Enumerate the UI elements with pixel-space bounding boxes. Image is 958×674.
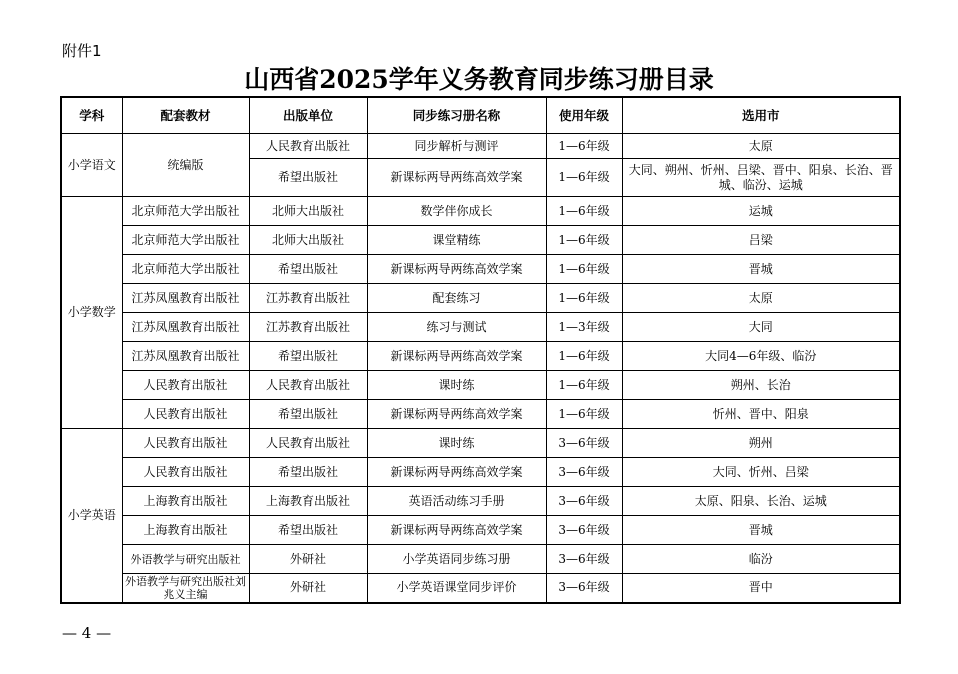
publisher-cell: 人民教育出版社 (249, 371, 367, 400)
grade-cell: 1—6年级 (546, 226, 622, 255)
cities-cell: 吕梁 (622, 226, 900, 255)
cities-cell: 大同、忻州、吕梁 (622, 458, 900, 487)
table-row (61, 255, 900, 284)
publisher-cell: 希望出版社 (249, 400, 367, 429)
grade-cell: 1—6年级 (546, 342, 622, 371)
grade-cell: 1—6年级 (546, 255, 622, 284)
book-cell: 英语活动练习手册 (367, 487, 546, 516)
publisher-cell: 外研社 (249, 545, 367, 574)
textbook-cell: 上海教育出版社 (122, 487, 249, 516)
book-cell: 小学英语同步练习册 (367, 545, 546, 574)
textbook-cell: 北京师范大学出版社 (122, 226, 249, 255)
textbook-cell: 人民教育出版社 (122, 371, 249, 400)
cities-cell: 朔州 (622, 429, 900, 458)
table-row (61, 313, 900, 342)
textbook-cell: 人民教育出版社 (122, 400, 249, 429)
subject-cell: 小学数学 (61, 197, 122, 429)
book-cell: 练习与测试 (367, 313, 546, 342)
book-cell: 课堂精练 (367, 226, 546, 255)
grade-cell: 3—6年级 (546, 545, 622, 574)
grade-cell: 3—6年级 (546, 458, 622, 487)
subject-cell: 小学语文 (61, 134, 122, 197)
table-row (61, 197, 900, 226)
table-row (61, 458, 900, 487)
table-row (61, 545, 900, 574)
header-grade: 使用年级 (546, 97, 622, 134)
publisher-cell: 人民教育出版社 (249, 134, 367, 159)
cities-cell: 大同4—6年级、临汾 (622, 342, 900, 371)
textbook-cell: 人民教育出版社 (122, 458, 249, 487)
cities-cell: 晋城 (622, 516, 900, 545)
cities-cell: 忻州、晋中、阳泉 (622, 400, 900, 429)
book-cell: 新课标两导两练高效学案 (367, 159, 546, 197)
cities-cell: 太原、阳泉、长治、运城 (622, 487, 900, 516)
cities-cell: 运城 (622, 197, 900, 226)
publisher-cell: 北师大出版社 (249, 197, 367, 226)
publisher-cell: 人民教育出版社 (249, 429, 367, 458)
publisher-cell: 希望出版社 (249, 342, 367, 371)
header-subject: 学科 (61, 97, 122, 134)
publisher-cell: 江苏教育出版社 (249, 313, 367, 342)
grade-cell: 1—6年级 (546, 159, 622, 197)
header-book: 同步练习册名称 (367, 97, 546, 134)
book-cell: 同步解析与测评 (367, 134, 546, 159)
table-row (61, 400, 900, 429)
textbook-cell: 江苏凤凰教育出版社 (122, 313, 249, 342)
table-row (61, 574, 900, 603)
grade-cell: 3—6年级 (546, 429, 622, 458)
grade-cell: 3—6年级 (546, 487, 622, 516)
cities-cell: 大同 (622, 313, 900, 342)
grade-cell: 1—3年级 (546, 313, 622, 342)
header-publisher: 出版单位 (249, 97, 367, 134)
textbook-cell: 江苏凤凰教育出版社 (122, 284, 249, 313)
attachment-label: 附件1 (62, 42, 102, 60)
grade-cell: 1—6年级 (546, 284, 622, 313)
grade-cell: 1—6年级 (546, 197, 622, 226)
book-cell: 课时练 (367, 429, 546, 458)
textbook-cell: 北京师范大学出版社 (122, 255, 249, 284)
book-cell: 新课标两导两练高效学案 (367, 400, 546, 429)
page-title: 山西省2025学年义务教育同步练习册目录 (244, 65, 714, 94)
table-row (61, 429, 900, 458)
textbook-cell: 人民教育出版社 (122, 429, 249, 458)
textbook-cell: 北京师范大学出版社 (122, 197, 249, 226)
grade-cell: 3—6年级 (546, 574, 622, 603)
grade-cell: 1—6年级 (546, 134, 622, 159)
header-cities: 选用市 (622, 97, 900, 134)
publisher-cell: 外研社 (249, 574, 367, 603)
textbook-cell: 统编版 (122, 134, 249, 197)
textbook-cell: 江苏凤凰教育出版社 (122, 342, 249, 371)
publisher-cell: 希望出版社 (249, 255, 367, 284)
publisher-cell: 希望出版社 (249, 159, 367, 197)
header-textbook: 配套教材 (122, 97, 249, 134)
textbook-cell: 上海教育出版社 (122, 516, 249, 545)
table-row (61, 226, 900, 255)
book-cell: 新课标两导两练高效学案 (367, 255, 546, 284)
book-cell: 数学伴你成长 (367, 197, 546, 226)
cities-cell: 大同、朔州、忻州、吕梁、晋中、阳泉、长治、晋城、临汾、运城 (622, 159, 900, 197)
table-row (61, 487, 900, 516)
table-row (61, 342, 900, 371)
grade-cell: 1—6年级 (546, 400, 622, 429)
table-row (61, 134, 900, 159)
catalog-table (60, 96, 901, 604)
book-cell: 课时练 (367, 371, 546, 400)
textbook-cell: 外语教学与研究出版社 (122, 545, 249, 574)
book-cell: 新课标两导两练高效学案 (367, 458, 546, 487)
header-row (61, 97, 900, 134)
cities-cell: 太原 (622, 284, 900, 313)
cities-cell: 太原 (622, 134, 900, 159)
grade-cell: 3—6年级 (546, 516, 622, 545)
book-cell: 新课标两导两练高效学案 (367, 342, 546, 371)
publisher-cell: 希望出版社 (249, 516, 367, 545)
grade-cell: 1—6年级 (546, 371, 622, 400)
cities-cell: 晋中 (622, 574, 900, 603)
table-row (61, 516, 900, 545)
book-cell: 小学英语课堂同步评价 (367, 574, 546, 603)
subject-cell: 小学英语 (61, 429, 122, 603)
publisher-cell: 上海教育出版社 (249, 487, 367, 516)
table-row (61, 284, 900, 313)
publisher-cell: 希望出版社 (249, 458, 367, 487)
cities-cell: 朔州、长治 (622, 371, 900, 400)
cities-cell: 临汾 (622, 545, 900, 574)
page-number: — 4 — (62, 624, 112, 642)
publisher-cell: 北师大出版社 (249, 226, 367, 255)
table-row (61, 371, 900, 400)
book-cell: 新课标两导两练高效学案 (367, 516, 546, 545)
publisher-cell: 江苏教育出版社 (249, 284, 367, 313)
textbook-cell: 外语教学与研究出版社刘兆义主编 (122, 574, 249, 603)
cities-cell: 晋城 (622, 255, 900, 284)
book-cell: 配套练习 (367, 284, 546, 313)
